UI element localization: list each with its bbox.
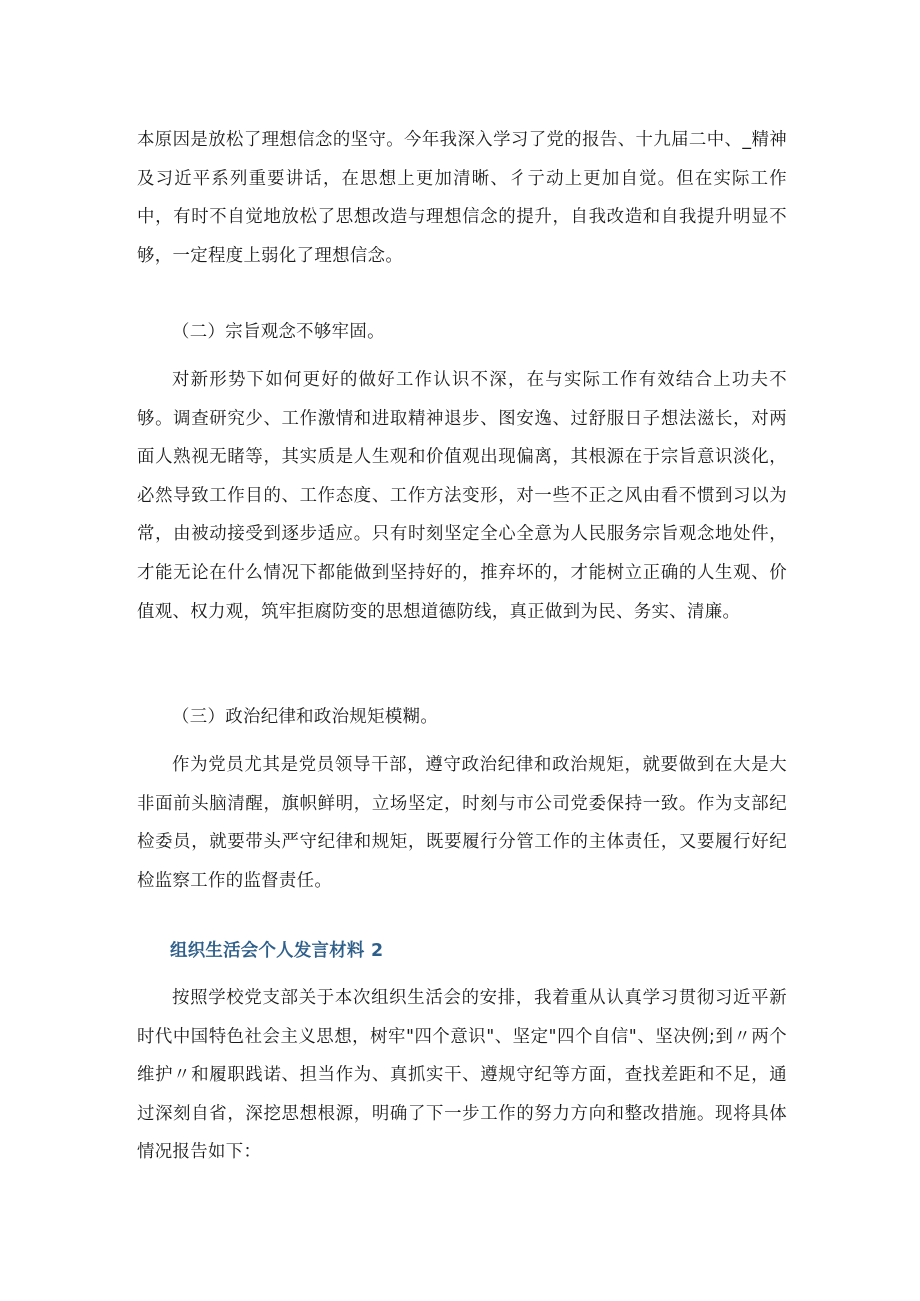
paragraph-purpose <box>137 361 787 631</box>
paragraph-text: 对新形势下如何更好的做好工作认识不深，在与实际工作有效结合上功夫不够。调查研究少、工作激情和进取精神退步、图安逸、过舒服日子想法滋长，对两面人熟视无睹等，其实质是人生观和价值观出现偏离，其根源在于宗旨意识淡化，必然导致工作目的、工作态度、工作方法变形，对一些不正之风由看不惯到习以为常，由被动接受到逐步适应。只有时刻坚定全心全意为人民服务宗旨观念地处件，才能无论在什么情况下都能做到坚持好的，推弃坏的，才能树立正确的人生观、价值观、权力观，筑牢拒腐防变的思想道德防线，真正做到为民、务实、清廉。 <box>137 370 787 622</box>
heading-discipline <box>137 698 787 737</box>
subheading-text: （三）政治纪律和政治规矩模糊。 <box>172 707 439 727</box>
paragraph-discipline <box>137 746 787 900</box>
heading-purpose <box>137 313 787 352</box>
subheading-text: （二）宗旨观念不够牢固。 <box>172 322 385 342</box>
section-title-block <box>137 932 787 971</box>
paragraph-text: 本原因是放松了理想信念的坚守。今年我深入学习了党的报告、十九届二中、_精神及习近平系列重要讲话，在思想上更加清晰、彳亍动上更加自觉。但在实际工作中，有时不自觉地放松了思想改造与理想信念的提升，自我改造和自我提升明显不够，一定程度上弱化了理想信念。 <box>137 130 787 266</box>
paragraph-arrangement <box>137 979 787 1172</box>
paragraph-text: 按照学校党支部关于本次组织生活会的安排，我着重从认真学习贯彻习近平新时代中国特色社会主义思想，树牢"四个意识"、坚定"四个自信"、坚决例;到〃两个维护〃和履职践诺、担当作为、真抓实干、遵规守纪等方面，查找差距和不足，通过深刻自省，深挖思想根源，明确了下一步工作的努力方向和整改措施。现将具体情况报告如下： <box>137 988 787 1163</box>
section-title: 组织生活会个人发言材料 2 <box>170 941 384 961</box>
paragraph-ideals <box>137 121 787 275</box>
paragraph-text: 作为党员尤其是党员领导干部，遵守政治纪律和政治规矩，就要做到在大是大非面前头脑清醒，旗帜鲜明，立场坚定，时刻与市公司党委保持一致。作为支部纪检委员，就要带头严守纪律和规矩，既要履行分管工作的主体责任，又要履行好纪检监察工作的监督责任。 <box>137 755 787 891</box>
